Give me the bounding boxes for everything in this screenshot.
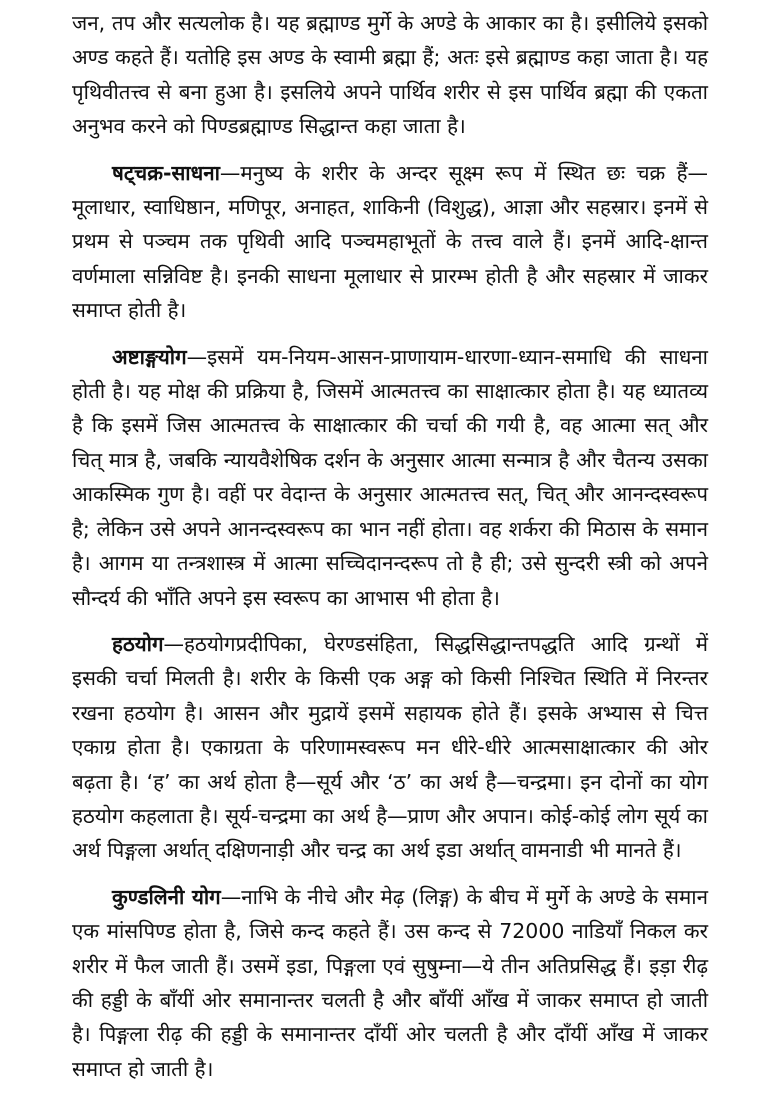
paragraph-hathayoga	[72, 627, 708, 868]
paragraph-kundalini-text: —नाभि के नीचे और मेढ़ (लिङ्ग) के बीच में मुर्गे के अण्डे के समान एक मांसपिण्ड होता है, जिसे कन्द कहते हैं। उस कन्द से 72000 नाडियाँ निकल कर शरीर में फैल जाती हैं। उसमें इडा, पिङ्गला एवं सुषुम्ना—ये तीन अतिप्रसिद्ध हैं। इड़ा रीढ़ की हड्डी के बाँयीं ओर समानान्तर चलती है और बाँयीं आँख में जाकर समाप्त हो जाती है। पिङ्गला रीढ़ की हड्डी के समानान्तर दाँयीं ओर चलती है और दाँयीं आँख में जाकर समाप्त हो जाती है।	[72, 884, 708, 1081]
paragraph-brahmanda-text: जन, तप और सत्यलोक है। यह ब्रह्माण्ड मुर्गे के अण्डे के आकार का है। इसीलिये इसको अण्ड कहते हैं। यतोहि इस अण्ड के स्वामी ब्रह्मा हैं; अतः इसे ब्रह्माण्ड कहा जाता है। यह पृथिवीतत्त्व से बना हुआ है। इसलिये अपने पार्थिव शरीर से इस पार्थिव ब्रह्मा की एकता अनुभव करने को पिण्डब्रह्माण्ड सिद्धान्त कहा जाता है।	[72, 11, 708, 139]
term-shatchakra-sadhana: षट्चक्र-साधना	[112, 160, 220, 185]
paragraph-brahmanda	[72, 6, 708, 144]
term-kundalini-yoga: कुण्डलिनी योग	[112, 884, 221, 909]
document-page	[72, 6, 708, 1086]
term-hathayoga: हठयोग	[112, 631, 164, 656]
term-ashtangayoga: अष्टाङ्गयोग	[112, 344, 187, 369]
paragraph-shatchakra-text: —मनुष्य के शरीर के अन्दर सूक्ष्म रूप में स्थित छः चक्र हैं—मूलाधार, स्वाधिष्ठान, मणिपूर, अनाहत, शाकिनी (विशुद्ध), आज्ञा और सहस्रार। इनमें से प्रथम से पञ्चम तक पृथिवी आदि पञ्चमहाभूतों के तत्त्व वाले हैं। इनमें आदि-क्षान्त वर्णमाला सन्निविष्ट है। इनकी साधना मूलाधार से प्रारम्भ होती है और सहस्रार में जाकर समाप्त होती है।	[72, 160, 708, 323]
paragraph-hathayoga-text: —हठयोगप्रदीपिका, घेरण्डसंहिता, सिद्धसिद्धान्तपद्धति आदि ग्रन्थों में इसकी चर्चा मिलती है। शरीर के किसी एक अङ्ग को किसी निश्चित स्थिति में निरन्तर रखना हठयोग है। आसन और मुद्रायें इसमें सहायक होते हैं। इसके अभ्यास से चित्त एकाग्र होता है। एकाग्रता के परिणामस्वरूप मन धीरे-धीरे आत्मसाक्षात्कार की ओर बढ़ता है। ‘ह’ का अर्थ होता है—सूर्य और ‘ठ’ का अर्थ है—चन्द्रमा। इन दोनों का योग हठयोग कहलाता है। सूर्य-चन्द्रमा का अर्थ है—प्राण और अपान। कोई-कोई लोग सूर्य का अर्थ पिङ्गला अर्थात् दक्षिणनाड़ी और चन्द्र का अर्थ इडा अर्थात् वामनाडी भी मानते हैं।	[72, 631, 708, 863]
paragraph-kundalini	[72, 880, 708, 1086]
paragraph-shatchakra	[72, 156, 708, 328]
paragraph-ashtangayoga	[72, 340, 708, 615]
paragraph-ashtangayoga-text: —इसमें यम-नियम-आसन-प्राणायाम-धारणा-ध्यान-समाधि की साधना होती है। यह मोक्ष की प्रक्रिया है, जिसमें आत्मतत्त्व का साक्षात्कार होता है। यह ध्यातव्य है कि इसमें जिस आत्मतत्त्व के साक्षात्कार की चर्चा की गयी है, वह आत्मा सत् और चित् मात्र है, जबकि न्यायवैशेषिक दर्शन के अनुसार आत्मा सन्मात्र है और चैतन्य उसका आकस्मिक गुण है। वहीं पर वेदान्त के अनुसार आत्मतत्त्व सत्, चित् और आनन्दस्वरूप है; लेकिन उसे अपने आनन्दस्वरूप का भान नहीं होता। वह शर्करा की मिठास के समान है। आगम या तन्त्रशास्त्र में आत्मा सच्चिदानन्दरूप तो है ही; उसे सुन्दरी स्त्री को अपने सौन्दर्य की भाँति अपने इस स्वरूप का आभास भी होता है।	[72, 344, 708, 610]
